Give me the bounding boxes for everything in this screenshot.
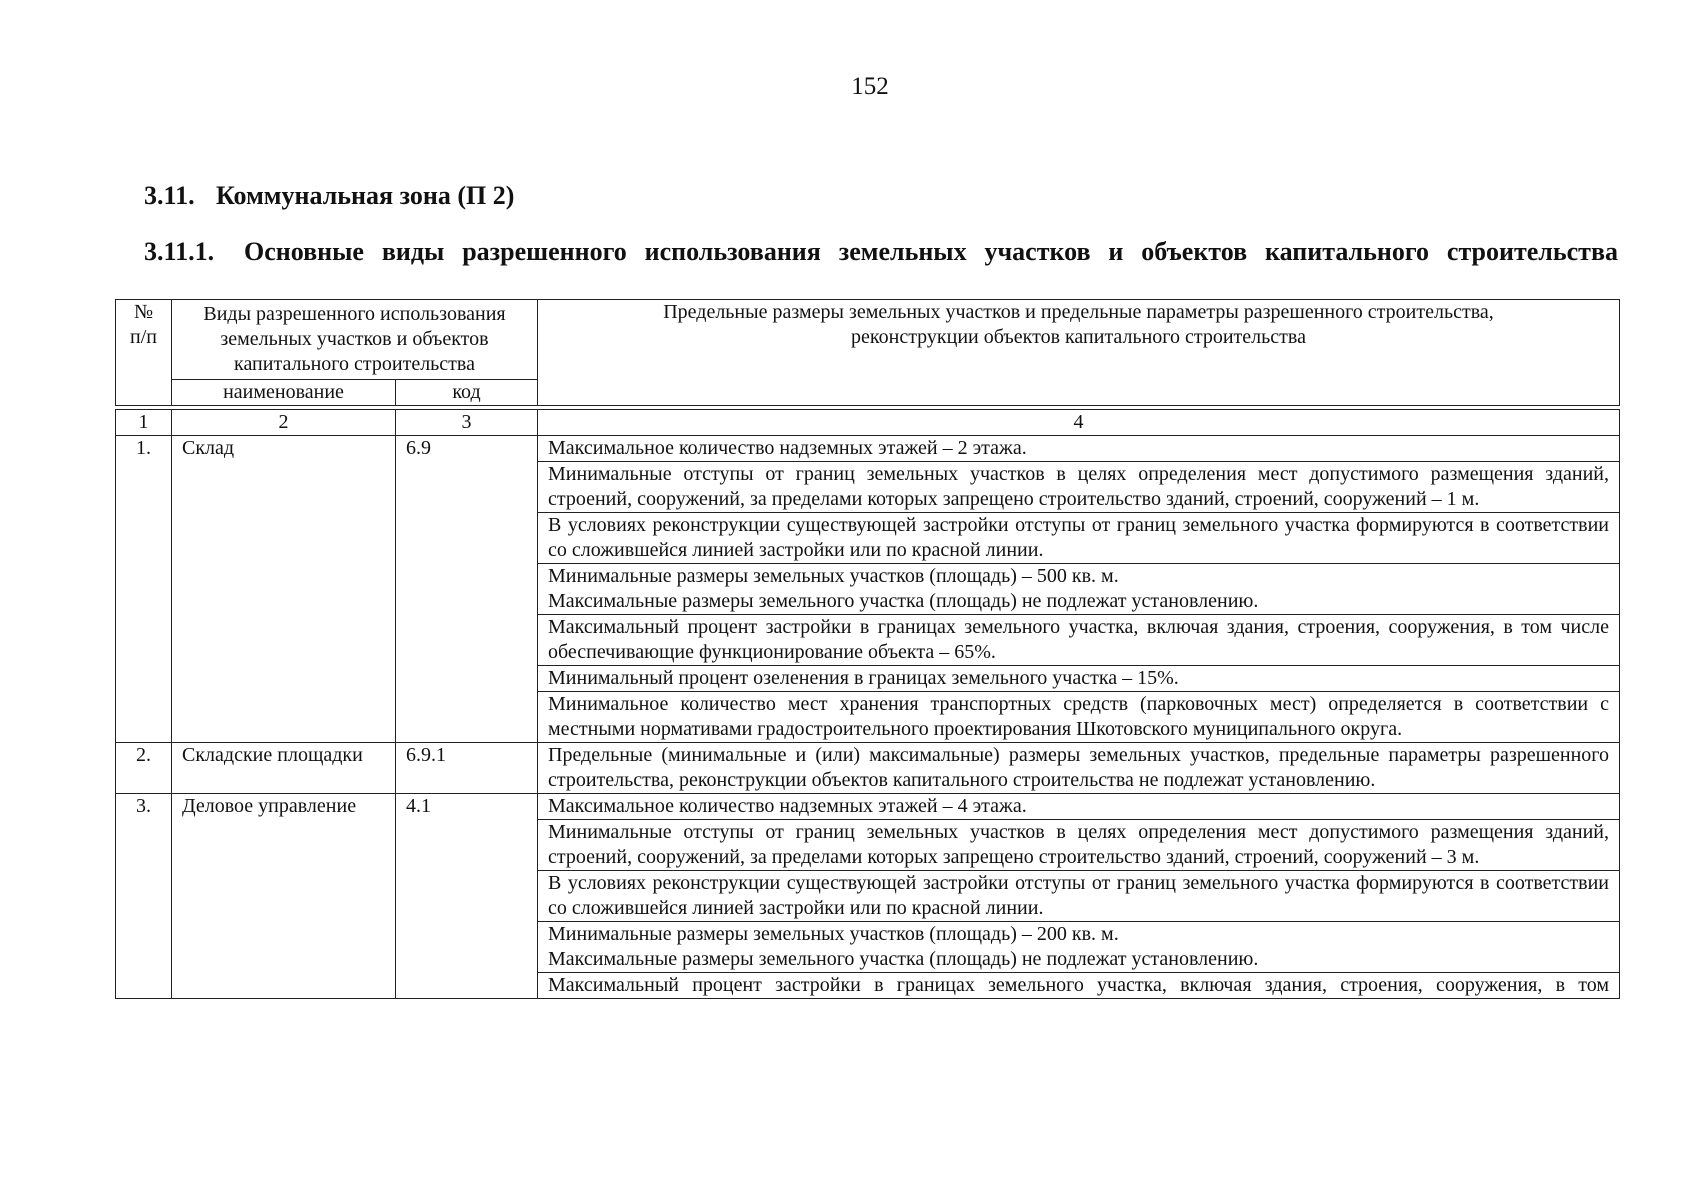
row-number: 3.: [116, 794, 172, 999]
table-row: [116, 743, 1620, 794]
section-heading: [144, 180, 514, 212]
land-use-table: [115, 299, 1620, 999]
column-number: 1: [116, 410, 172, 436]
use-type-code: 6.9: [396, 436, 538, 743]
section-number: 3.11.: [144, 181, 195, 210]
parameter-text: Минимальные отступы от границ земельных участков в целях определения мест допустимого размещения зданий, строений, сооружений, за пределами которых запрещено строительство зданий, строений, сооружений – 1 м.: [538, 462, 1620, 513]
parameter-text: Минимальное количество мест хранения транспортных средств (парковочных мест) определяется в соответствии с местными нормативами градостроительного проектирования Шкотовского муниципального округа.: [538, 692, 1620, 743]
table-row: [116, 794, 1620, 820]
column-number: 2: [172, 410, 396, 436]
row-number: 2.: [116, 743, 172, 794]
table-header-row: [116, 300, 1620, 380]
parameter-text: Предельные (минимальные и (или) максимальные) размеры земельных участков, предельные параметры разрешенного строительства, реконструкции объектов капитального строительства не подлежат установлению.: [538, 743, 1620, 794]
column-number-row: [116, 410, 1620, 436]
parameter-text: Максимальный процент застройки в границах земельного участка, включая здания, строения, сооружения, в том числе обеспечивающие функционирование объекта – 65%.: [538, 615, 1620, 666]
header-types-group: Виды разрешенного использования земельных участков и объектов капитального строительства: [172, 300, 538, 380]
subsection-heading: [144, 236, 1618, 300]
section-title: Коммунальная зона (П 2): [216, 181, 515, 210]
subsection-title: Основные виды разрешенного использования земельных участков и объектов капитального строительства: [244, 237, 1618, 266]
use-type-code: 6.9.1: [396, 743, 538, 794]
header-num: № п/п: [116, 300, 172, 406]
header-name: наименование: [172, 380, 396, 406]
parameter-text: Максимальное количество надземных этажей – 4 этажа.: [538, 794, 1620, 820]
use-type-name: Складские площадки: [172, 743, 396, 794]
header-limits: Предельные размеры земельных участков и предельные параметры разрешенного строительства, реконструкции объектов капитального строительства: [538, 300, 1620, 406]
parameter-text: Минимальные размеры земельных участков (площадь) – 500 кв. м. Максимальные размеры земельного участка (площадь) не подлежат установлению.: [538, 564, 1620, 615]
use-type-name: Склад: [172, 436, 396, 743]
parameter-text: Минимальный процент озеленения в границах земельного участка – 15%.: [538, 666, 1620, 692]
parameter-text: В условиях реконструкции существующей застройки отступы от границ земельного участка формируются в соответствии со сложившейся линией застройки или по красной линии.: [538, 513, 1620, 564]
header-code: код: [396, 380, 538, 406]
column-number: 4: [538, 410, 1620, 436]
subsection-number: 3.11.1.: [144, 237, 215, 266]
use-type-code: 4.1: [396, 794, 538, 999]
page-number: 152: [851, 73, 889, 100]
column-number: 3: [396, 410, 538, 436]
parameter-text: Максимальное количество надземных этажей – 2 этажа.: [538, 436, 1620, 462]
parameter-text: В условиях реконструкции существующей застройки отступы от границ земельного участка формируются в соответствии со сложившейся линией застройки или по красной линии.: [538, 871, 1620, 922]
row-number: 1.: [116, 436, 172, 743]
parameter-text: Минимальные отступы от границ земельных участков в целях определения мест допустимого размещения зданий, строений, сооружений, за пределами которых запрещено строительство зданий, строений, сооружений – 3 м.: [538, 820, 1620, 871]
parameter-text: Максимальный процент застройки в границах земельного участка, включая здания, строения, сооружения, в том: [538, 973, 1620, 999]
use-type-name: Деловое управление: [172, 794, 396, 999]
parameter-text: Минимальные размеры земельных участков (площадь) – 200 кв. м. Максимальные размеры земельного участка (площадь) не подлежат установлению.: [538, 922, 1620, 973]
table-row: [116, 436, 1620, 462]
